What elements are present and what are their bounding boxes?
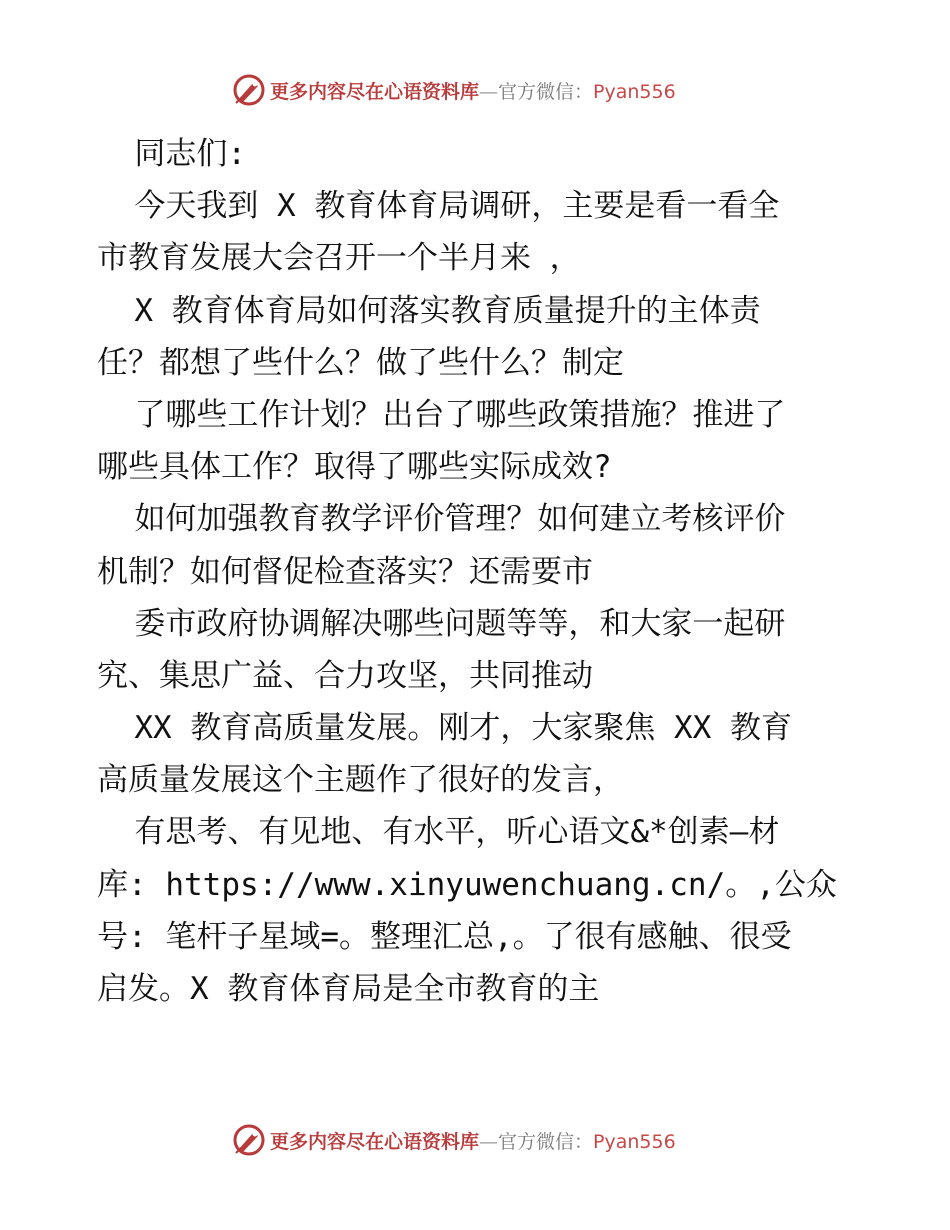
body-line: 市教育发展大会召开一个半月来 ， <box>97 240 581 277</box>
watermark-site-name: 更多内容尽在心语资料库 <box>270 80 480 103</box>
body-line: 库: https://www.xinyuwenchuang.cn/。,公众 <box>97 866 837 903</box>
body-line: 高质量发展这个主题作了很好的发言， <box>97 762 624 799</box>
watermark-wechat-id: Pyan556 <box>593 1130 676 1153</box>
watermark-wechat-label: 官方微信： <box>498 80 594 103</box>
body-line: 如何加强教育教学评价管理？如何建立考核评价 <box>97 501 786 538</box>
footer-watermark <box>232 1120 712 1160</box>
body-line: 同志们: <box>97 136 246 172</box>
watermark-site-name: 更多内容尽在心语资料库 <box>270 1130 480 1153</box>
watermark-separator: — <box>479 1130 499 1153</box>
watermark-wechat-label: 官方微信： <box>498 1130 594 1153</box>
watermark-wechat-id: Pyan556 <box>593 80 676 103</box>
watermark-text <box>270 1127 676 1154</box>
pen-nib-logo-icon <box>232 1123 266 1157</box>
body-line: 任？都想了些什么？做了些什么？制定 <box>97 344 624 381</box>
body-line: 启发。X 教育体育局是全市教育的主 <box>97 971 600 1007</box>
body-line: 了哪些工作计划？出台了哪些政策措施？推进了 <box>97 396 786 433</box>
body-line: XX 教育高质量发展。刚才，大家聚焦 XX 教育 <box>97 710 792 747</box>
body-line: X 教育体育局如何落实教育质量提升的主体责 <box>97 292 761 329</box>
body-line: 哪些具体工作？取得了哪些实际成效? <box>97 449 612 486</box>
watermark-separator: — <box>479 80 499 103</box>
body-line: 委市政府协调解决哪些问题等等，和大家一起研 <box>97 605 786 642</box>
body-line: 有思考、有见地、有水平，听心语文&*创素—材 <box>97 814 780 851</box>
body-line: 号: 笔杆子星域=。整理汇总,。了很有感触、很受 <box>97 918 792 955</box>
watermark-text <box>270 77 676 104</box>
header-watermark <box>232 70 712 110</box>
pen-nib-logo-icon <box>232 73 266 107</box>
body-line: 究、集思广益、合力攻坚，共同推动 <box>97 657 593 694</box>
body-line: 机制？如何督促检查落实？还需要市 <box>97 553 593 590</box>
document-body <box>97 128 867 1015</box>
body-line: 今天我到 X 教育体育局调研，主要是看一看全 <box>97 188 780 225</box>
